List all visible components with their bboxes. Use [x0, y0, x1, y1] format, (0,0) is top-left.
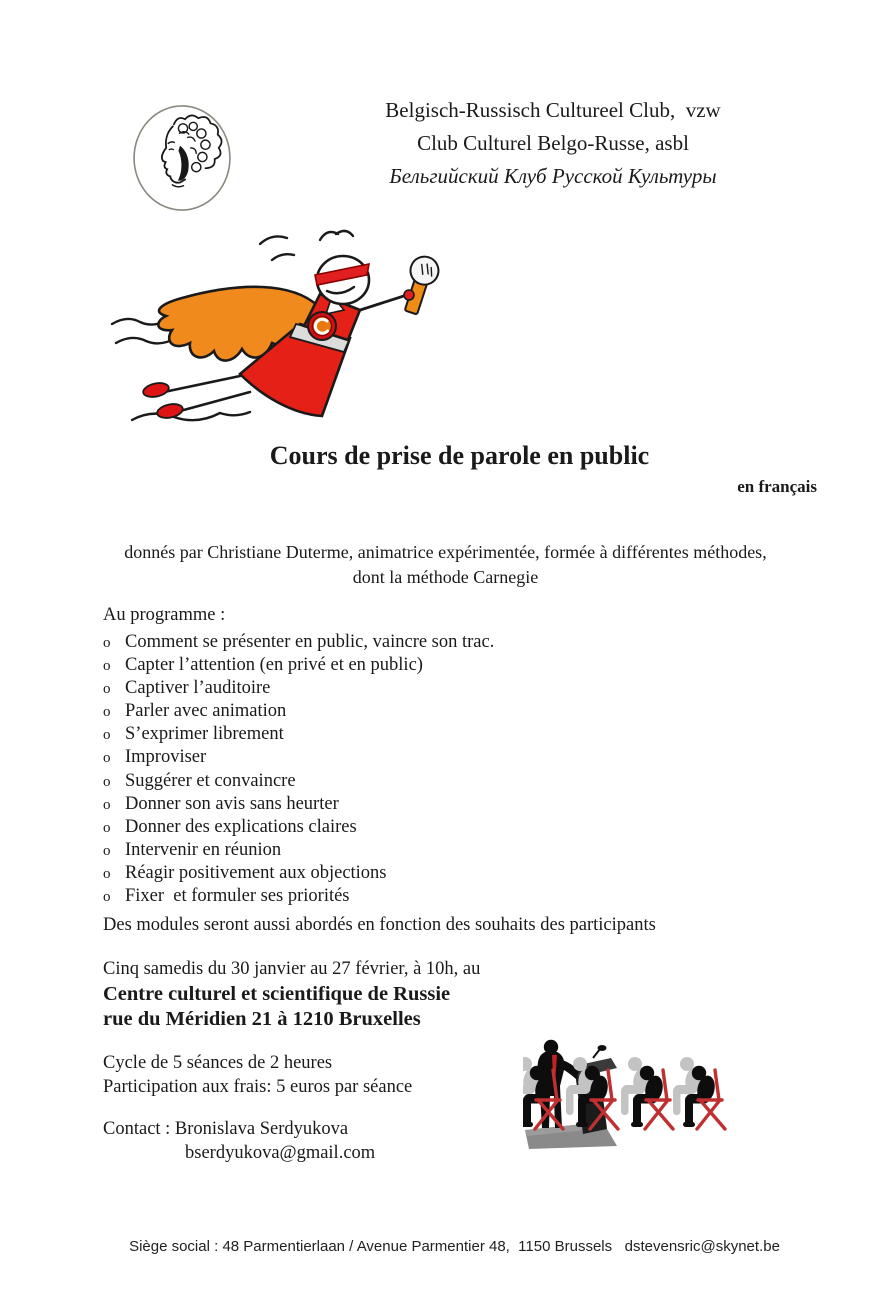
program-item [103, 677, 663, 700]
program-item-label: Donner son avis sans heurter [125, 793, 339, 814]
club-name-dutch: Belgisch-Russisch Cultureel Club, vzw [385, 98, 721, 122]
program-item [103, 700, 663, 723]
bullet-marker: o [103, 842, 111, 859]
program-item-label: S’exprimer librement [125, 724, 284, 745]
program-item-label: Capter l’attention (en privé et en public) [125, 655, 423, 676]
bullet-marker: o [103, 865, 111, 882]
program-item [103, 885, 663, 908]
bullet-marker: o [103, 796, 111, 813]
bullet-marker: o [103, 750, 111, 767]
contact-block [103, 1118, 375, 1165]
bullet-marker: o [103, 704, 111, 721]
contact-email: bserdyukova@gmail.com [185, 1142, 376, 1163]
program-item-label: Captiver l’auditoire [125, 678, 271, 699]
program-item [103, 723, 663, 746]
program-heading: Au programme : [103, 605, 226, 625]
venue-name: Centre culturel et scientifique de Russie [103, 983, 451, 1005]
venue-address: rue du Méridien 21 à 1210 Bruxelles [103, 1008, 421, 1030]
course-details [103, 1052, 412, 1099]
program-item [103, 862, 663, 885]
flying-superhero-illustration [110, 224, 472, 442]
club-name-block [215, 94, 891, 193]
program-list [103, 631, 663, 908]
bullet-marker: o [103, 681, 111, 698]
bullet-marker: o [103, 889, 111, 906]
program-item [103, 746, 663, 769]
modules-note: Des modules seront aussi abordés en fonction des souhaits des participants [103, 915, 656, 935]
program-item [103, 839, 663, 862]
instructor-intro-line1: donnés par Christiane Duterme, animatrice expérimentée, formée à différentes méthodes, [124, 542, 767, 562]
cycle-info: Cycle de 5 séances de 2 heures [103, 1053, 333, 1073]
bullet-marker: o [103, 635, 111, 651]
contact-name: Contact : Bronislava Serdyukova [103, 1119, 349, 1139]
club-name-french: Club Culturel Belgo-Russe, asbl [417, 131, 689, 155]
program-item-label: Parler avec animation [125, 701, 287, 722]
program-item [103, 654, 663, 677]
schedule-line: Cinq samedis du 30 janvier au 27 février, à 10h, au [103, 959, 481, 979]
program-item [103, 816, 663, 839]
program-item-label: Intervenir en réunion [125, 839, 282, 860]
bullet-marker: o [103, 773, 111, 790]
program-item-label: Suggérer et convaincre [125, 770, 296, 791]
fee-info: Participation aux frais: 5 euros par séance [103, 1076, 413, 1097]
program-item-label: Comment se présenter en public, vaincre son trac. [125, 632, 495, 652]
program-item [103, 631, 663, 654]
program-item-label: Donner des explications claires [125, 816, 357, 837]
program-item [103, 793, 663, 816]
bullet-marker: o [103, 819, 111, 836]
program-item-label: Improviser [125, 747, 207, 768]
program-item [103, 770, 663, 793]
venue-block [103, 982, 450, 1032]
page-title: Cours de prise de parole en public [269, 441, 650, 470]
bullet-marker: o [103, 658, 111, 675]
language-note: en français [737, 477, 817, 496]
club-name-russian: Бельгийский Клуб Русской Культуры [389, 164, 717, 188]
footer-address: Siège social : 48 Parmentierlaan / Avenue Parmentier 48, 1150 Brussels dstevensric@skynet.be [129, 1238, 780, 1255]
instructor-intro [0, 540, 891, 590]
speaker-podium-audience-illustration [523, 1036, 803, 1152]
program-item-label: Fixer et formuler ses priorités [125, 886, 350, 907]
bullet-marker: o [103, 727, 111, 744]
program-item-label: Réagir positivement aux objections [125, 862, 387, 883]
instructor-intro-line2: dont la méthode Carnegie [352, 567, 539, 587]
